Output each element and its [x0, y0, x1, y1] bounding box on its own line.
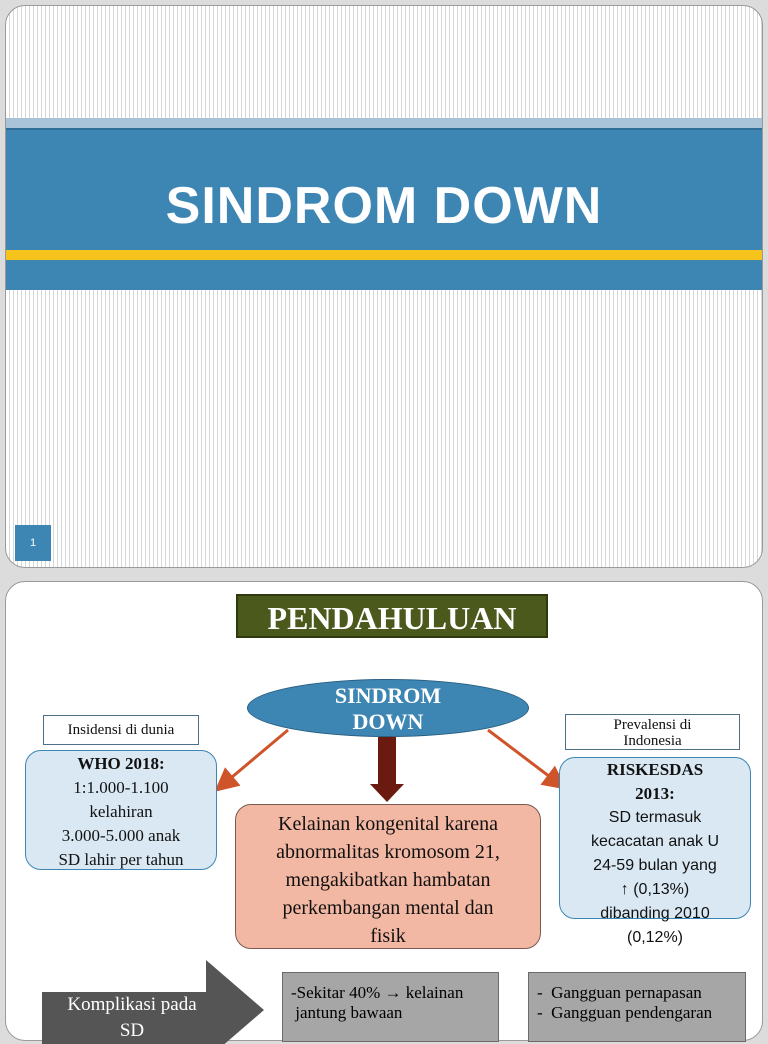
riskesdas-box-line: dibanding 2010 — [600, 905, 710, 922]
center-topic-line: SINDROM — [334, 683, 442, 708]
connector-arrow-right — [488, 730, 562, 786]
definition-line: mengakibatkan hambatan — [285, 869, 491, 891]
title-slide — [5, 5, 763, 568]
prevalence-label-line: Prevalensi di — [613, 717, 692, 733]
page-number: 1 — [15, 525, 51, 561]
complication-item: - Gangguan pernapasan — [537, 983, 702, 1002]
center-topic-oval — [247, 679, 529, 737]
complication-item — [291, 1003, 490, 1023]
who-box-title: WHO 2018: — [77, 754, 165, 773]
riskesdas-box-line: kecacatan anak U — [590, 833, 720, 850]
section-heading: PENDAHULUAN — [236, 594, 548, 638]
who-box-line: 3.000-5.000 anak — [61, 826, 181, 845]
down-arrow — [370, 737, 404, 802]
riskesdas-box-line: (0,12%) — [626, 929, 684, 946]
introduction-slide — [5, 581, 763, 1041]
riskesdas-statistics-box — [559, 757, 751, 946]
riskesdas-box-line: ↑ (0,13%) — [620, 881, 690, 898]
who-statistics-box — [25, 750, 217, 870]
komplikasi-arrow-label — [42, 992, 222, 1044]
definition-line: perkembangan mental dan — [282, 897, 494, 919]
who-box-line: SD lahir per tahun — [58, 850, 184, 869]
riskesdas-box-title: RISKESDAS — [606, 760, 704, 779]
definition-line: fisik — [370, 925, 406, 947]
complications-list-left — [282, 972, 499, 1042]
definition-box — [235, 804, 541, 949]
title-band-yellow-stripe — [6, 250, 762, 260]
complication-item-text: Gangguan pendengaran — [551, 1003, 713, 1022]
complication-item: -Sekitar 40% → kelainan — [291, 983, 464, 1002]
slide-title: SINDROM DOWN — [165, 177, 603, 235]
connector-arrow-left — [219, 730, 288, 788]
title-band-accent — [6, 118, 762, 128]
complication-item-text: jantung bawaan — [295, 1003, 403, 1022]
definition-line: Kelainan kongenital karena — [278, 813, 498, 835]
complications-list-right — [528, 972, 746, 1042]
riskesdas-box-year: 2013: — [635, 784, 675, 803]
complication-item: - Gangguan pendengaran — [537, 1003, 713, 1022]
komplikasi-line: SD — [119, 1020, 145, 1041]
world-incidence-label: Insidensi di dunia — [43, 715, 199, 745]
who-box-line: kelahiran — [89, 802, 153, 821]
who-box-line: 1:1.000-1.100 — [73, 778, 169, 797]
definition-line: abnormalitas kromosom 21, — [276, 841, 500, 863]
prevalence-label-line: Indonesia — [623, 733, 682, 749]
center-topic-line: DOWN — [352, 709, 424, 734]
riskesdas-box-line: SD termasuk — [608, 809, 702, 826]
komplikasi-line: Komplikasi pada — [67, 994, 197, 1015]
riskesdas-box-line: 24-59 bulan yang — [593, 857, 717, 874]
complication-item-text: Gangguan pernapasan — [551, 983, 702, 1002]
indonesia-prevalence-label — [565, 714, 740, 750]
complication-item-text: Sekitar 40% → kelainan — [296, 983, 464, 1002]
